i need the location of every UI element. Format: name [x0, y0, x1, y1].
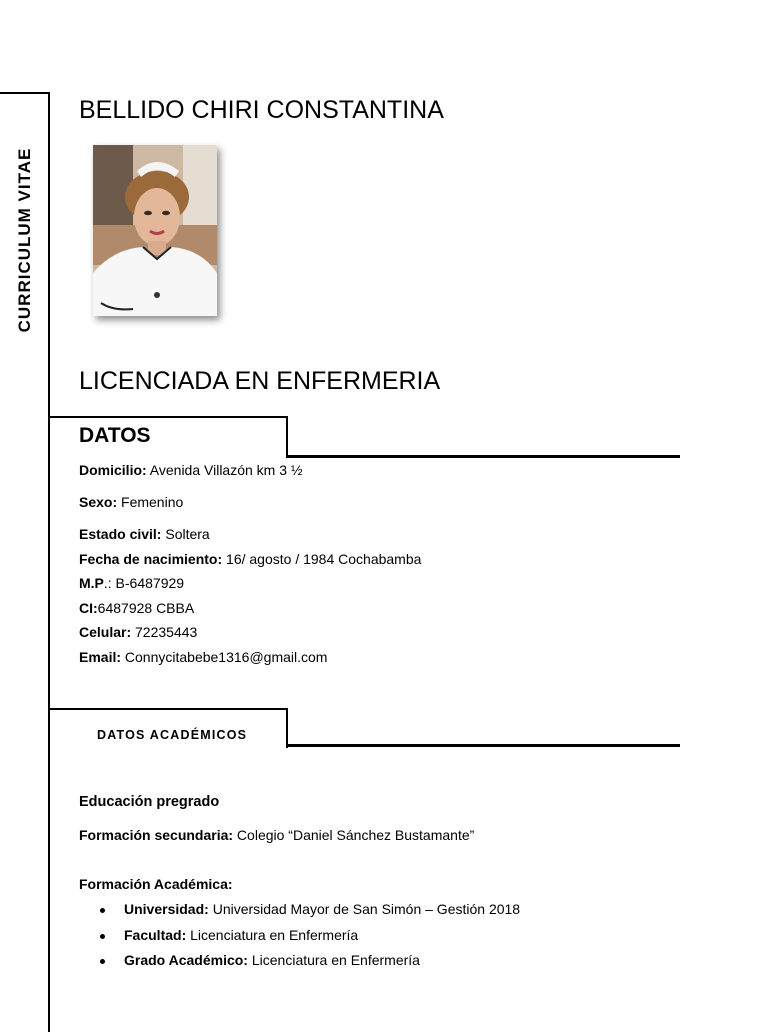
educacion-heading: Educación pregrado: [79, 794, 220, 810]
field-formacion-secundaria: Formación secundaria: Colegio “Daniel Sánchez Bustamante”: [79, 827, 475, 843]
field-fecha-nacimiento: Fecha de nacimiento: 16/ agosto / 1984 Cochabamba: [79, 551, 422, 567]
field-domicilio: Domicilio: Avenida Villazón km 3 ½: [79, 462, 303, 478]
field-estado-civil: Estado civil: Soltera: [79, 526, 210, 542]
sidebar-title: CURRICULUM VITAE: [15, 147, 34, 333]
field-celular: Celular: 72235443: [79, 624, 198, 640]
list-item-facultad: Facultad: Licenciatura en Enfermería: [100, 927, 520, 953]
field-email: Email: Connycitabebe1316@gmail.com: [79, 649, 328, 665]
list-item-grado: Grado Académico: Licenciatura en Enfermería: [100, 952, 520, 978]
formacion-heading: Formación Académica:: [79, 876, 233, 892]
academicos-section-title: DATOS ACADÉMICOS: [97, 728, 248, 742]
field-mp: M.P.: B-6487929: [79, 575, 185, 591]
formacion-list: [100, 901, 520, 978]
academicos-header-rule: [288, 744, 680, 747]
full-name: BELLIDO CHIRI CONSTANTINA: [79, 96, 444, 124]
field-sexo: Sexo: Femenino: [79, 494, 184, 510]
field-ci: CI:6487928 CBBA: [79, 600, 195, 616]
list-item-universidad: Universidad: Universidad Mayor de San Simón – Gestión 2018: [100, 901, 520, 927]
profile-photo: [93, 145, 217, 316]
profession-title: LICENCIADA EN ENFERMERIA: [79, 367, 441, 395]
datos-section-title: DATOS: [79, 424, 151, 447]
datos-header-rule: [288, 455, 680, 458]
